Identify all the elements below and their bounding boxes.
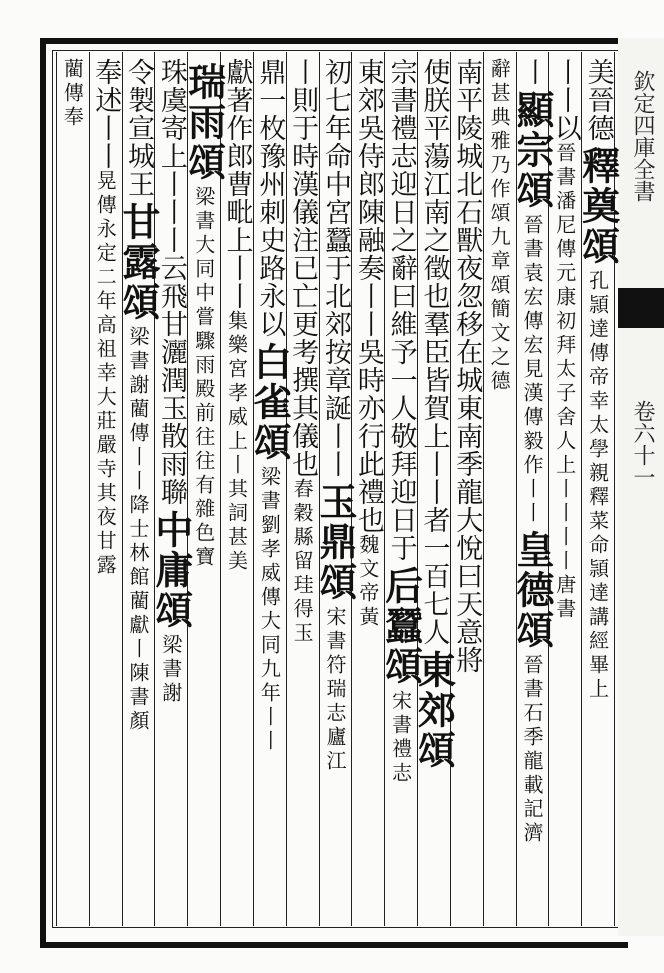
body-text: 丨則于時漢儀注已亡更考撰其儀也 [287, 58, 319, 478]
annotation-text: 藺傳奉 [60, 58, 85, 130]
section-heading: 甘露頌 [116, 202, 162, 322]
annotation-text: 晉書袁宏傳宏見漢傳毅作丨丨 [519, 214, 544, 526]
annotation-text: 孔頴達傳帝幸太學親釋菜命頴達講經畢上 [585, 270, 610, 702]
body-text: 南平陵城北石獸夜忽移在城東南季龍大悅曰天意將 [451, 58, 483, 674]
annotation-text: 梁書謝藺傳丨丨降士林館藺獻丨陳書顏 [126, 326, 151, 734]
section-heading: 后蠶頌 [378, 566, 424, 686]
body-text: 丨 [516, 58, 548, 86]
running-head: 欽定四庫全書 [630, 70, 655, 202]
body-text: 美晉德 [582, 58, 614, 142]
section-heading: 瑞雨頌 [181, 62, 227, 182]
section-heading: 東郊頌 [411, 650, 457, 770]
annotation-text: 辭甚典雅乃作頌九章頌簡文之德 [487, 58, 512, 394]
annotation-text: 魏文帝黃 [355, 534, 380, 630]
annotation-text: 梁書大同中嘗驟雨殿前往往有雜色寶 [191, 186, 216, 570]
annotation-text: 宋書禮志 [388, 690, 413, 786]
body-text: 東郊吳侍郎陳融奏丨丨吳時亦行此禮也 [352, 58, 384, 534]
body-text: 奉述丨丨 [90, 58, 122, 170]
section-heading: 中庸頌 [148, 510, 194, 630]
body-text: 使朕平蕩江南之徵也羣臣皆賀上丨丨者一百七人 [418, 58, 450, 646]
body-text: 獻著作郎曹毗上丨丨 [221, 58, 253, 310]
body-text: 令製宣城王 [123, 58, 155, 198]
section-heading: 釋奠頌 [575, 146, 621, 266]
annotation-text: 梁書劉孝威傳大同九年丨丨 [257, 466, 282, 754]
body-text: 宗書禮志迎日之辭曰維予一人敬拜迎日于 [385, 58, 417, 562]
body-text: 珠虞寄上丨丨丨云飛甘灑潤玉散雨聯 [155, 58, 187, 506]
annotation-text: 晉書石季龍載記濟 [519, 654, 544, 846]
annotation-text: 晃傳永定二年高祖幸大莊嚴寺其夜甘露 [93, 170, 118, 578]
annotation-text: 梁書謝 [158, 634, 183, 706]
annotation-text: 舂穀縣留珪得玉 [290, 478, 315, 646]
annotation-text: 宋書符瑞志廬江 [323, 606, 347, 774]
annotation-text: 集樂宮孝威上丨其詞甚美 [224, 310, 249, 574]
section-heading: 顯宗頌 [509, 90, 555, 210]
fold-label: 卷六十一 [630, 400, 655, 488]
body-text: 丨丨以 [549, 58, 581, 142]
section-heading: 皇德頌 [509, 530, 555, 650]
text-column [49, 58, 95, 918]
body-text: 鼎一枚豫州刺史路永以 [254, 58, 286, 338]
annotation-text: 晉書潘尼傳元康初拜太子舍人上丨丨丨丨唐書 [552, 142, 577, 622]
body-text: 初七年命中宮蠶于北郊按章誕丨丨 [320, 58, 351, 478]
section-heading: 玉鼎頌 [313, 482, 358, 602]
fish-tail-mark [618, 288, 664, 328]
section-heading: 白雀頌 [247, 342, 293, 462]
